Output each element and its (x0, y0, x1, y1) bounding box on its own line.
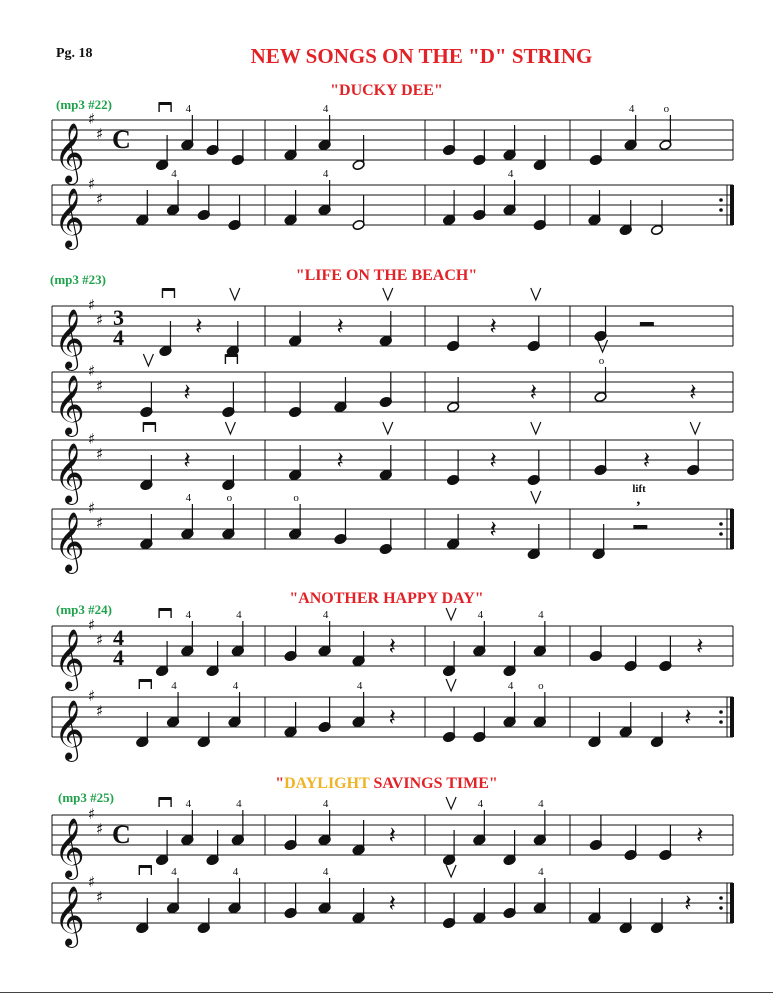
down-bow-bar (225, 354, 237, 357)
breath-mark-icon: , (636, 491, 641, 508)
open-string-mark: o (663, 103, 670, 115)
sharp-f-icon: ♯ (88, 110, 96, 128)
repeat-dot (719, 896, 723, 900)
treble-clef-icon: 𝄞 (54, 886, 85, 946)
down-bow-bar (162, 288, 174, 291)
finger-number: 4 (322, 798, 329, 810)
page-bottom-rule (0, 992, 773, 993)
up-bow-icon (446, 797, 456, 809)
up-bow-icon (531, 422, 541, 434)
sharp-c-icon: ♯ (96, 377, 104, 395)
quarter-rest-icon: 𝄽 (388, 821, 396, 849)
up-bow-icon (230, 288, 240, 300)
finger-number: 4 (322, 866, 329, 878)
song-title-rest: SAVINGS TIME" (369, 775, 498, 792)
sharp-f-icon: ♯ (88, 805, 96, 823)
up-bow-icon (446, 679, 456, 691)
quarter-rest-icon: 𝄽 (183, 378, 191, 406)
up-bow-icon (383, 288, 393, 300)
finger-number: 4 (171, 866, 177, 878)
quarter-rest-icon: 𝄽 (684, 889, 692, 917)
finger-number: 4 (185, 103, 192, 115)
song-title-quote: " (275, 775, 285, 792)
quarter-rest-icon: 𝄽 (696, 632, 704, 660)
sharp-c-icon: ♯ (96, 888, 104, 906)
quarter-rest-icon: 𝄽 (388, 632, 396, 660)
up-bow-icon (383, 422, 393, 434)
final-barline-thick (730, 697, 734, 737)
time-signature-top: 4 (113, 625, 124, 650)
common-time-icon: C (112, 125, 131, 154)
quarter-rest-icon: 𝄽 (195, 312, 203, 340)
open-string-mark: o (598, 355, 605, 367)
quarter-rest-icon: 𝄽 (489, 312, 497, 340)
finger-number: 4 (322, 609, 329, 621)
quarter-rest-icon: 𝄽 (642, 446, 651, 474)
finger-number: 4 (628, 103, 635, 115)
mp3-label-23: (mp3 #23) (50, 272, 106, 287)
time-signature-bottom: 4 (113, 645, 124, 670)
open-string-mark: o (538, 680, 544, 692)
up-bow-icon (143, 354, 153, 366)
sharp-c-icon: ♯ (96, 190, 104, 208)
finger-number: 4 (322, 103, 329, 115)
quarter-rest-icon: 𝄽 (489, 446, 497, 474)
quarter-rest-icon: 𝄽 (696, 821, 704, 849)
finger-number: 4 (171, 168, 177, 180)
song-title-text: "ANOTHER HAPPY DAY" (289, 590, 484, 607)
quarter-rest-icon: 𝄽 (684, 703, 692, 731)
up-bow-icon (531, 288, 541, 300)
finger-number: 4 (171, 680, 177, 692)
quarter-rest-icon: 𝄽 (489, 515, 497, 543)
song-title-daylight: DAYLIGHT (284, 775, 370, 792)
common-time-icon: C (112, 820, 131, 849)
song-title-text: "LIFE ON THE BEACH" (295, 267, 478, 284)
finger-number: 4 (185, 609, 192, 621)
mp3-label-22: (mp3 #22) (56, 97, 112, 112)
song-title-text: "DUCKY DEE" (330, 82, 443, 99)
treble-clef-icon: 𝄞 (54, 512, 85, 572)
half-rest-icon (633, 525, 647, 529)
time-signature-top: 3 (113, 305, 124, 330)
repeat-dot (719, 532, 723, 536)
finger-number: 4 (477, 798, 484, 810)
finger-number: 4 (356, 680, 363, 692)
page-number: Pg. 18 (56, 46, 93, 61)
page-title: NEW SONGS ON THE "D" STRING (250, 44, 593, 68)
quarter-rest-icon: 𝄽 (336, 446, 344, 474)
sharp-f-icon: ♯ (88, 296, 96, 314)
time-signature-bottom: 4 (113, 325, 124, 350)
finger-number: 4 (236, 609, 242, 621)
down-bow-bar (159, 797, 171, 800)
finger-number: 4 (538, 798, 544, 810)
open-string-mark: o (226, 492, 233, 504)
treble-clef-icon: 𝄞 (54, 443, 85, 503)
finger-number: 4 (538, 609, 544, 621)
final-barline-thick (730, 883, 734, 923)
quarter-rest-icon: 𝄽 (388, 889, 396, 917)
quarter-rest-icon: 𝄽 (689, 378, 697, 406)
treble-clef-icon: 𝄞 (54, 375, 85, 435)
finger-number: 4 (236, 798, 242, 810)
quarter-rest-icon: 𝄽 (336, 312, 344, 340)
mp3-label-24: (mp3 #24) (56, 602, 112, 617)
lift-mark: lift (632, 483, 646, 495)
finger-number: 4 (538, 866, 544, 878)
finger-number: 4 (322, 168, 329, 180)
sharp-f-icon: ♯ (88, 175, 96, 193)
finger-number: 4 (507, 168, 514, 180)
up-bow-icon (446, 608, 456, 620)
repeat-dot (719, 906, 723, 910)
down-bow-bar (159, 608, 171, 611)
sharp-c-icon: ♯ (96, 125, 104, 143)
finger-number: 4 (232, 680, 239, 692)
up-bow-icon (225, 422, 235, 434)
finger-number: 4 (185, 798, 192, 810)
down-bow-bar (159, 102, 171, 105)
final-barline-thick (730, 185, 734, 225)
down-bow-bar (139, 679, 151, 682)
quarter-rest-icon: 𝄽 (529, 378, 538, 406)
up-bow-icon (446, 865, 456, 877)
finger-number: 4 (477, 609, 484, 621)
sharp-f-icon: ♯ (88, 687, 96, 705)
down-bow-bar (139, 865, 151, 868)
sharp-c-icon: ♯ (96, 702, 104, 720)
quarter-rest-icon: 𝄽 (388, 703, 396, 731)
sharp-c-icon: ♯ (96, 820, 104, 838)
treble-clef-icon: 𝄞 (54, 188, 85, 248)
up-bow-icon (531, 491, 541, 503)
final-barline-thick (730, 509, 734, 549)
finger-number: 4 (232, 866, 239, 878)
treble-clef-icon: 𝄞 (54, 629, 85, 689)
mp3-label-25: (mp3 #25) (58, 790, 114, 805)
sharp-f-icon: ♯ (88, 499, 96, 517)
sharp-c-icon: ♯ (96, 311, 104, 329)
sharp-c-icon: ♯ (96, 631, 104, 649)
sharp-c-icon: ♯ (96, 514, 104, 532)
repeat-dot (719, 208, 723, 212)
treble-clef-icon: 𝄞 (54, 123, 85, 183)
repeat-dot (719, 720, 723, 724)
sharp-f-icon: ♯ (88, 430, 96, 448)
treble-clef-icon: 𝄞 (54, 700, 85, 760)
down-bow-bar (143, 422, 155, 425)
open-string-mark: o (293, 492, 299, 504)
sharp-c-icon: ♯ (96, 445, 104, 463)
half-rest-icon (640, 322, 654, 326)
quarter-rest-icon: 𝄽 (183, 446, 191, 474)
repeat-dot (719, 522, 723, 526)
finger-number: 4 (507, 680, 514, 692)
treble-clef-icon: 𝄞 (54, 818, 85, 878)
up-bow-icon (690, 422, 700, 434)
repeat-dot (719, 198, 723, 202)
sharp-f-icon: ♯ (88, 616, 96, 634)
sharp-f-icon: ♯ (88, 873, 96, 891)
finger-number: 4 (185, 492, 192, 504)
repeat-dot (719, 710, 723, 714)
sharp-f-icon: ♯ (88, 362, 96, 380)
treble-clef-icon: 𝄞 (54, 309, 85, 369)
